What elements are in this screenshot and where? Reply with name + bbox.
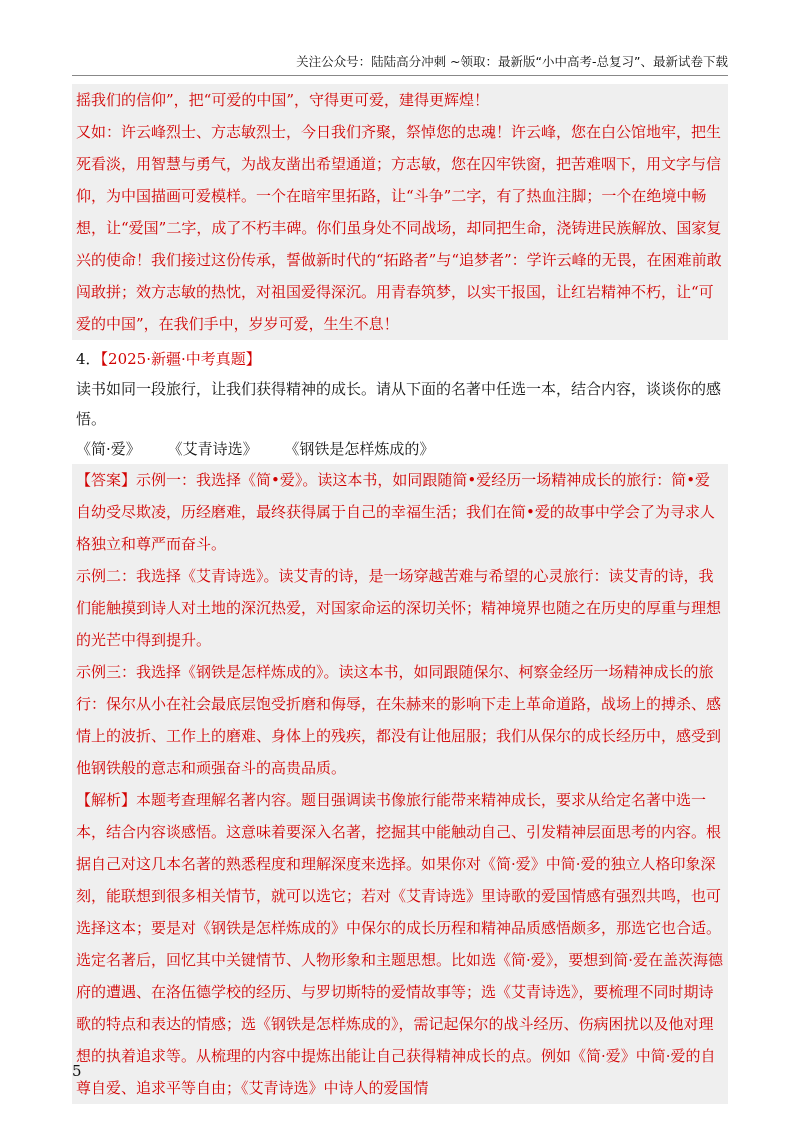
answer-paragraph: 又如：许云峰烈士、方志敏烈士，今日我们齐聚，祭悼您的忠魂！许云峰，您在白公馆地牢，把生死看淡，用智慧与勇气，为战友凿出希望通道；方志敏，您在囚牢铁窗，把苦难咽下，用文字与信仰，为中国描画可爱模样。一个在暗牢里拓路，让“斗争”二字，有了热血注脚；一个在绝境中畅想，让“爱国”二字，成了不朽丰碑。你们虽身处不同战场，却同把生命，浇铸进民族解放、国家复兴的使命！我们接过这份传承，誓做新时代的“拓路者”与“追梦者”：学许云峰的无畏，在困难前敢闯敢拼；效方志敏的热忱，对祖国爱得深沉。用青春筑梦，以实干报国，让红岩精神不朽，让“可爱的中国”，在我们手中，岁岁可爱，生生不息！	[76, 123, 722, 333]
book-option: 《艾青诗选》	[167, 440, 258, 458]
book-option: 《钢铁是怎样炼成的》	[284, 440, 435, 458]
page-number: 5	[72, 1062, 82, 1080]
previous-answer-block	[72, 84, 728, 340]
page-header: 关注公众号：陆陆高分冲刺 ~领取：最新版“小中高考-总复习”、最新试卷下载	[296, 54, 728, 69]
question-title	[72, 344, 728, 374]
book-option: 《简·爱》	[76, 440, 141, 458]
question-source: 【2025·新疆·中考真题】	[100, 350, 261, 368]
header-divider	[72, 75, 728, 76]
answer-block	[72, 464, 728, 1104]
answer-line: 摇我们的信仰”，把“可爱的中国”，守得更可爱，建得更辉煌！	[76, 91, 490, 109]
page-content	[72, 84, 728, 1104]
book-options	[72, 434, 728, 464]
answer-example-3: 示例三：我选择《钢铁是怎样炼成的》。读这本书，如同跟随保尔、柯察金经历一场精神成长的旅行：保尔从小在社会最底层饱受折磨和侮辱，在朱赫来的影响下走上革命道路，战场上的搏杀、感情上的波折、工作上的磨难、身体上的残疾，都没有让他屈服；我们从保尔的成长经历中，感受到他钢铁般的意志和顽强奋斗的高贵品质。	[76, 663, 722, 777]
answer-example-2: 示例二：我选择《艾青诗选》。读艾青的诗，是一场穿越苦难与希望的心灵旅行：读艾青的诗，我们能触摸到诗人对土地的深沉热爱，对国家命运的深切关怀；精神境界也随之在历史的厚重与理想的光芒中得到提升。	[76, 567, 722, 649]
question-number: 4．	[76, 350, 101, 368]
question-prompt: 读书如同一段旅行，让我们获得精神的成长。请从下面的名著中任选一本，结合内容，谈谈你的感悟。	[76, 380, 722, 428]
answer-example-1: 【答案】示例一：我选择《简•爱》。读这本书，如同跟随简•爱经历一场精神成长的旅行：简•爱自幼受尽欺凌，历经磨难，最终获得属于自己的幸福生活；我们在简•爱的故事中学会了为寻求人格独立和尊严而奋斗。	[76, 471, 715, 553]
analysis-paragraph: 【解析】本题考查理解名著内容。题目强调读书像旅行能带来精神成长，要求从给定名著中选一本，结合内容谈感悟。这意味着要深入名著，挖掘其中能触动自己、引发精神层面思考的内容。根据自己对这几本名著的熟悉程度和理解深度来选择。如果你对《简·爱》中简·爱的独立人格印象深刻，能联想到很多相关情节，就可以选它；若对《艾青诗选》里诗歌的爱国情感有强烈共鸣，也可选择这本；要是对《钢铁是怎样炼成的》中保尔的成长历程和精神品质感悟颇多，那选它也合适。选定名著后，回忆其中关键情节、人物形象和主题思想。比如选《简·爱》，要想到简·爱在盖茨海德府的遭遇、在洛伍德学校的经历、与罗切斯特的爱情故事等；选《艾青诗选》，要梳理不同时期诗歌的特点和表达的情感；选《钢铁是怎样炼成的》，需记起保尔的战斗经历、伤病困扰以及他对理想的执着追求等。从梳理的内容中提炼出能让自己获得精神成长的点。例如《简·爱》中简·爱的自尊自爱、追求平等自由；《艾青诗选》中诗人的爱国情	[76, 791, 724, 1097]
